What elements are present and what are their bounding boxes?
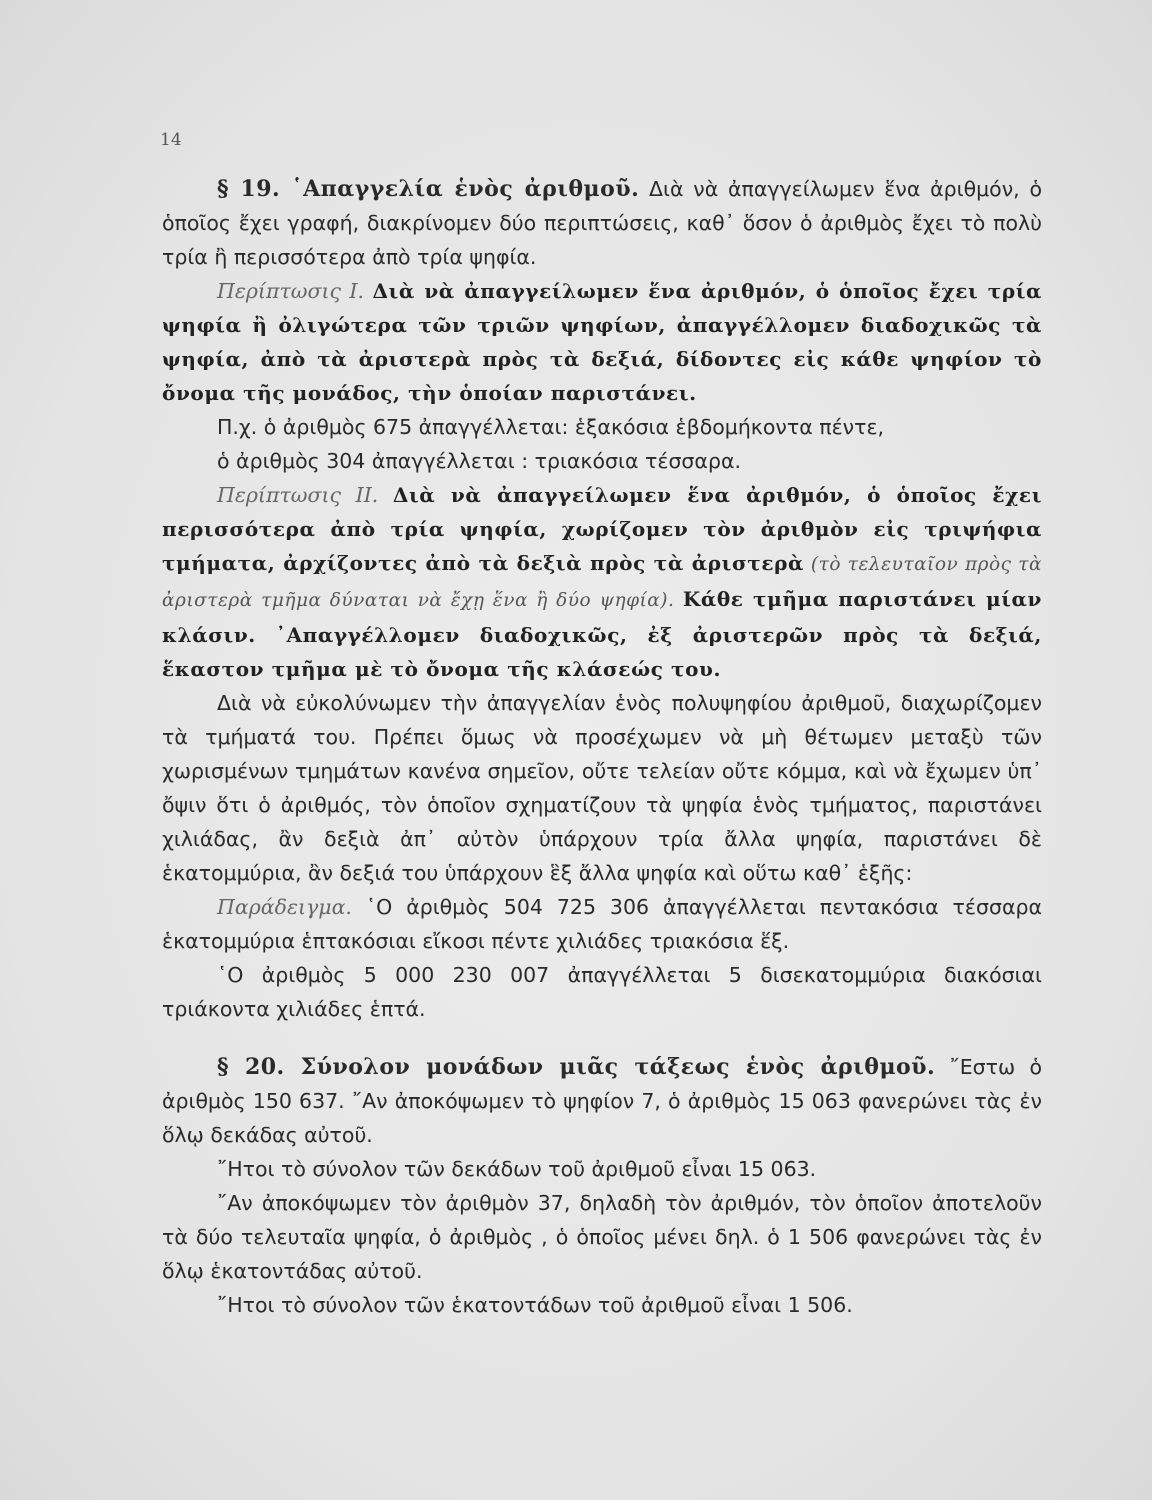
case-2-rule-b: Κάθε τμῆμα παριστάνει μίαν κλάσιν. ᾿Απαγγέλλομεν διαδοχικῶς, ἐξ ἀριστερῶν πρὸς τὰ δεξιά, ἕκαστον τμῆμα μὲ τὸ ὄνομα τῆς κλάσεώς του. xyxy=(162,587,1042,681)
case-2-paragraph xyxy=(162,478,1042,686)
section-19-intro xyxy=(162,172,1042,274)
section-20-p1: ῎Εστω ὁ ἀριθμὸς 150 637. ῎Αν ἀποκόψωμεν τὸ ψηφίον 7, ὁ ἀριθμὸς 15 063 φανερώνει τὰς ἐν ὅλῳ δεκάδας αὐτοῦ. xyxy=(162,1055,1042,1147)
case-2-label: Περίπτωσις ΙΙ. xyxy=(217,483,379,507)
case-1-example-2: ὁ ἀριθμὸς 304 ἀπαγγέλλεται : τριακόσια τέσσαρα. xyxy=(217,449,741,473)
section-20-p3: ῎Αν ἀποκόψωμεν τὸν ἀριθμὸν 37, δηλαδὴ τὸν ἀριθμόν, τὸν ὁποῖον ἀποτελοῦν τὰ δύο τελευταῖα ψηφία, ὁ ἀριθμὸς , ὁ ὁποῖος μένει δηλ. ὁ 1 506 φανερώνει τὰς ἐν ὅλῳ ἑκατοντάδας αὐτοῦ. xyxy=(162,1191,1042,1283)
case-1-rule: Διὰ νὰ ἀπαγγείλωμεν ἕνα ἀριθμόν, ὁ ὁποῖος ἔχει τρία ψηφία ἢ ὀλιγώτερα τῶν τριῶν ψηφίων, ἀπαγγέλλομεν διαδοχικῶς τὰ ψηφία, ἀπὸ τὰ ἀριστερὰ πρὸς τὰ δεξιά, δίδοντες εἰς κάθε ψηφίον τὸ ὄνομα τῆς μονάδος, τὴν ὁποίαν παριστάνει. xyxy=(162,279,1042,405)
section-20-p2: ῎Ητοι τὸ σύνολον τῶν δεκάδων τοῦ ἀριθμοῦ εἶναι 15 063. xyxy=(217,1157,817,1181)
page-number: 14 xyxy=(160,130,182,150)
example-1: ῾Ο ἀριθμὸς 504 725 306 ἀπαγγέλλεται πεντακόσια τέσσαρα ἑκατομμύρια ἑπτακόσιαι εἴκοσι πέντε χιλιάδες τριακόσια ἕξ. xyxy=(162,895,1042,953)
section-gap xyxy=(162,1026,1042,1050)
case-1-paragraph xyxy=(162,274,1042,410)
case-2-parenthetical: (τὸ τελευταῖον πρὸς τὰ ἀριστερὰ τμῆμα δύναται νὰ ἔχῃ ἕνα ἢ δύο ψηφία). xyxy=(162,554,1042,611)
example-2: ῾Ο ἀριθμὸς 5 000 230 007 ἀπαγγέλλεται 5 δισεκατομμύρια διακόσιαι τριάκοντα χιλιάδες ἑπτά. xyxy=(162,963,1042,1021)
section-20-heading: § 20. Σύνολον μονάδων μιᾶς τάξεως ἑνὸς ἀριθμοῦ. xyxy=(217,1054,936,1080)
section-20-intro xyxy=(162,1050,1042,1152)
ease-paragraph: Διὰ νὰ εὐκολύνωμεν τὴν ἀπαγγελίαν ἑνὸς πολυψηφίου ἀριθμοῦ, διαχωρίζομεν τὰ τμήματά του. Πρέπει ὅμως νὰ προσέχωμεν νὰ μὴ θέτωμεν μεταξὺ τῶν χωρισμένων τμημάτων κανένα σημεῖον, οὔτε τελείαν οὔτε κόμμα, καὶ νὰ ἔχωμεν ὑπ᾿ ὄψιν ὅτι ὁ ἀριθμός, τὸν ὁποῖον σχηματίζουν τὰ ψηφία ἑνὸς τμήματος, παριστάνει χιλιάδας, ἂν δεξιὰ ἀπ᾿ αὐτὸν ὑπάρχουν τρία ἄλλα ψηφία, παριστάνει δὲ ἑκατομμύρια, ἂν δεξιά του ὑπάρχουν ἓξ ἄλλα ψηφία καὶ οὕτω καθ᾿ ἑξῆς: xyxy=(162,691,1042,885)
example-label: Παράδειγμα. xyxy=(217,895,352,919)
page-text xyxy=(162,172,1042,1322)
case-1-label: Περίπτωσις Ι. xyxy=(217,279,365,303)
section-19-heading: § 19. ῾Απαγγελία ἑνὸς ἀριθμοῦ. xyxy=(217,176,640,202)
example-paragraph xyxy=(162,890,1042,958)
section-20-p4: ῎Ητοι τὸ σύνολον τῶν ἑκατοντάδων τοῦ ἀριθμοῦ εἶναι 1 506. xyxy=(217,1293,853,1317)
section-19-intro-text: Διὰ νὰ ἀπαγγείλωμεν ἕνα ἀριθμόν, ὁ ὁποῖος ἔχει γραφή, διακρίνομεν δύο περιπτώσεις, καθ᾿ ὅσον ὁ ἀριθμὸς ἔχει τὸ πολὺ τρία ἢ περισσότερα ἀπὸ τρία ψηφία. xyxy=(162,177,1042,269)
case-1-example-1: Π.χ. ὁ ἀριθμὸς 675 ἀπαγγέλλεται: ἑξακόσια ἑβδομήκοντα πέντε, xyxy=(217,415,885,439)
case-2-rule-a: Διὰ νὰ ἀπαγγείλωμεν ἕνα ἀριθμόν, ὁ ὁποῖος ἔχει περισσότερα ἀπὸ τρία ψηφία, χωρίζομεν τὸν ἀριθμὸν εἰς τριψήφια τμήματα, ἀρχίζοντες ἀπὸ τὰ δεξιὰ πρὸς τὰ ἀριστερὰ xyxy=(162,483,1042,575)
